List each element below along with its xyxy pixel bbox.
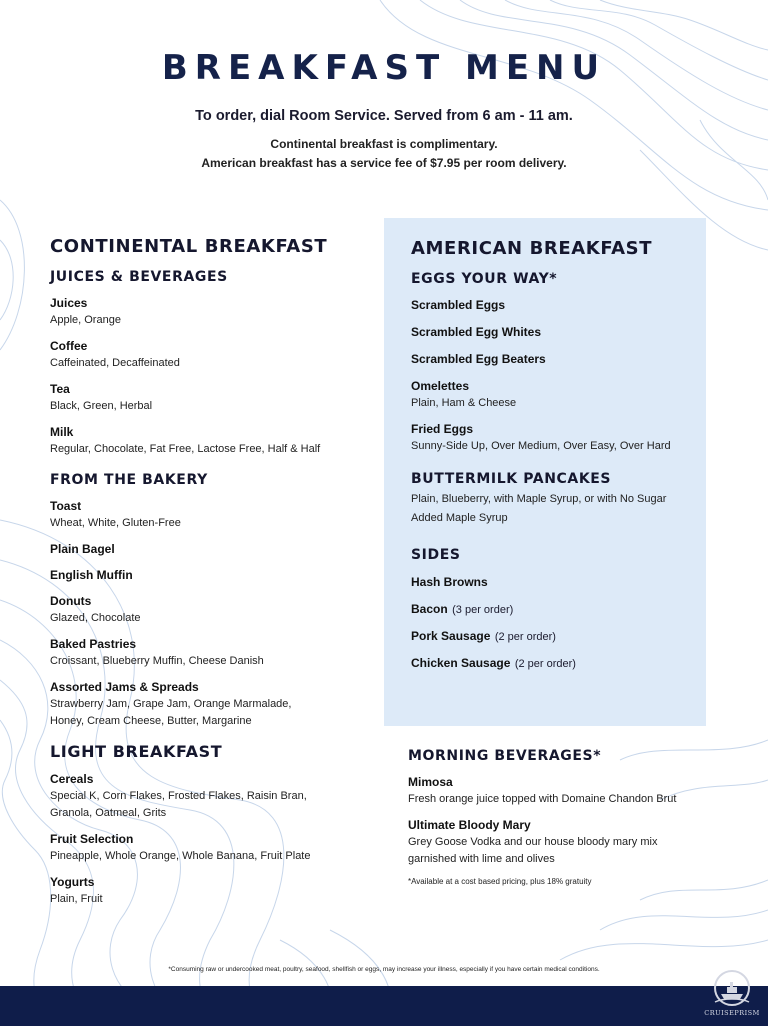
item-name: Coffee	[50, 339, 88, 353]
item-name: Plain Bagel	[50, 542, 115, 556]
item-name: Tea	[50, 382, 70, 396]
list-item	[50, 771, 380, 822]
light-breakfast-heading: LIGHT BREAKFAST	[50, 742, 223, 761]
list-item	[411, 627, 711, 645]
list-item	[50, 636, 380, 670]
logo-wordmark: CRUISEPRISM	[704, 1009, 760, 1017]
item-name: Scrambled Eggs	[411, 298, 506, 312]
item-name: Bacon	[411, 602, 448, 616]
item-description: Granola, Oatmeal, Grits	[50, 807, 167, 819]
item-note: (2 per order)	[494, 631, 556, 643]
continental-breakfast-column	[50, 236, 380, 917]
item-description: Special K, Corn Flakes, Frosted Flakes, Raisin Bran,	[50, 790, 307, 802]
list-item	[411, 351, 711, 368]
item-description: Croissant, Blueberry Muffin, Cheese Danish	[50, 655, 264, 667]
item-name: Baked Pastries	[50, 637, 137, 651]
morning-beverages-heading: MORNING BEVERAGES*	[408, 748, 602, 764]
item-name: English Muffin	[50, 568, 133, 582]
footer-bar	[0, 986, 768, 1026]
list-item	[50, 295, 380, 329]
availability-footnote: *Available at a cost based pricing, plus 18% gratuity	[408, 877, 592, 886]
item-description: Strawberry Jam, Grape Jam, Orange Marmalade,	[50, 698, 292, 710]
list-item	[411, 324, 711, 341]
item-name: Omelettes	[411, 379, 470, 393]
list-item	[411, 297, 711, 314]
item-description: Apple, Orange	[50, 314, 121, 326]
item-description: Caffeinated, Decaffeinated	[50, 357, 180, 369]
item-name: Cereals	[50, 772, 94, 786]
bakery-list	[50, 498, 380, 730]
item-name: Fruit Selection	[50, 832, 134, 846]
item-description: Sunny-Side Up, Over Medium, Over Easy, Over Hard	[411, 440, 671, 452]
list-item	[50, 541, 380, 558]
item-description: Grey Goose Vodka and our house bloody mary mix	[408, 836, 658, 848]
light-breakfast-list	[50, 771, 380, 908]
item-description: Plain, Ham & Cheese	[411, 397, 517, 409]
eggs-list	[411, 297, 711, 455]
item-name: Hash Browns	[411, 575, 488, 589]
sides-heading: SIDES	[411, 547, 461, 563]
item-description: Regular, Chocolate, Fat Free, Lactose Free, Half & Half	[50, 443, 321, 455]
item-name: Fried Eggs	[411, 422, 474, 436]
list-item	[50, 593, 380, 627]
item-description: Added Maple Syrup	[411, 512, 508, 524]
item-name: Mimosa	[408, 775, 453, 789]
item-note: (3 per order)	[452, 604, 514, 616]
item-description: Fresh orange juice topped with Domaine Chandon Brut	[408, 793, 677, 805]
list-item	[50, 424, 380, 458]
item-description: Pineapple, Whole Orange, Whole Banana, Fruit Plate	[50, 850, 311, 862]
list-item	[50, 498, 380, 532]
american-heading: AMERICAN BREAKFAST	[411, 238, 653, 259]
item-name: Scrambled Egg Whites	[411, 325, 542, 339]
list-item	[50, 679, 380, 730]
list-item	[50, 874, 380, 908]
list-item	[411, 600, 711, 618]
list-item	[50, 338, 380, 372]
item-name: Ultimate Bloody Mary	[408, 818, 531, 832]
american-breakfast-column	[411, 238, 711, 681]
health-disclaimer: *Consuming raw or undercooked meat, poultry, seafood, shellfish or eggs, may increase your illness, especially if you have certain medical conditions.	[168, 966, 600, 973]
item-description: Plain, Blueberry, with Maple Syrup, or with No Sugar	[411, 493, 667, 505]
item-name: Donuts	[50, 594, 92, 608]
sides-list	[411, 573, 711, 672]
list-item	[50, 831, 380, 865]
item-description: Plain, Fruit	[50, 893, 103, 905]
eggs-heading: EGGS YOUR WAY*	[411, 271, 558, 287]
page-title: BREAKFAST MENU	[161, 48, 607, 88]
item-description: Honey, Cream Cheese, Butter, Margarine	[50, 715, 252, 727]
list-item	[411, 573, 711, 591]
continental-note: Continental breakfast is complimentary.	[270, 137, 498, 151]
item-description: Wheat, White, Gluten-Free	[50, 517, 181, 529]
order-instructions: To order, dial Room Service. Served from 6 am - 11 am.	[195, 108, 573, 124]
item-name: Juices	[50, 296, 88, 310]
list-item	[411, 421, 711, 455]
juices-beverages-list	[50, 295, 380, 458]
list-item	[411, 654, 711, 672]
juices-beverages-heading: JUICES & BEVERAGES	[50, 269, 228, 285]
item-name: Scrambled Egg Beaters	[411, 352, 546, 366]
item-name: Yogurts	[50, 875, 95, 889]
item-description: Glazed, Chocolate	[50, 612, 141, 624]
pancakes-description	[411, 491, 711, 527]
item-note: (2 per order)	[514, 658, 576, 670]
list-item	[50, 381, 380, 415]
american-fee-note: American breakfast has a service fee of $7.95 per room delivery.	[201, 156, 567, 170]
bakery-heading: FROM THE BAKERY	[50, 472, 208, 488]
item-description: garnished with lime and olives	[408, 853, 555, 865]
list-item	[50, 567, 380, 584]
list-item	[408, 774, 728, 808]
item-name: Assorted Jams & Spreads	[50, 680, 199, 694]
morning-beverages-section	[408, 748, 728, 886]
continental-heading: CONTINENTAL BREAKFAST	[50, 236, 328, 257]
list-item	[408, 817, 728, 868]
item-name: Chicken Sausage	[411, 656, 511, 670]
list-item	[411, 378, 711, 412]
item-description: Black, Green, Herbal	[50, 400, 153, 412]
item-name: Pork Sausage	[411, 629, 491, 643]
pancakes-heading: BUTTERMILK PANCAKES	[411, 471, 612, 487]
item-name: Milk	[50, 425, 74, 439]
item-name: Toast	[50, 499, 82, 513]
